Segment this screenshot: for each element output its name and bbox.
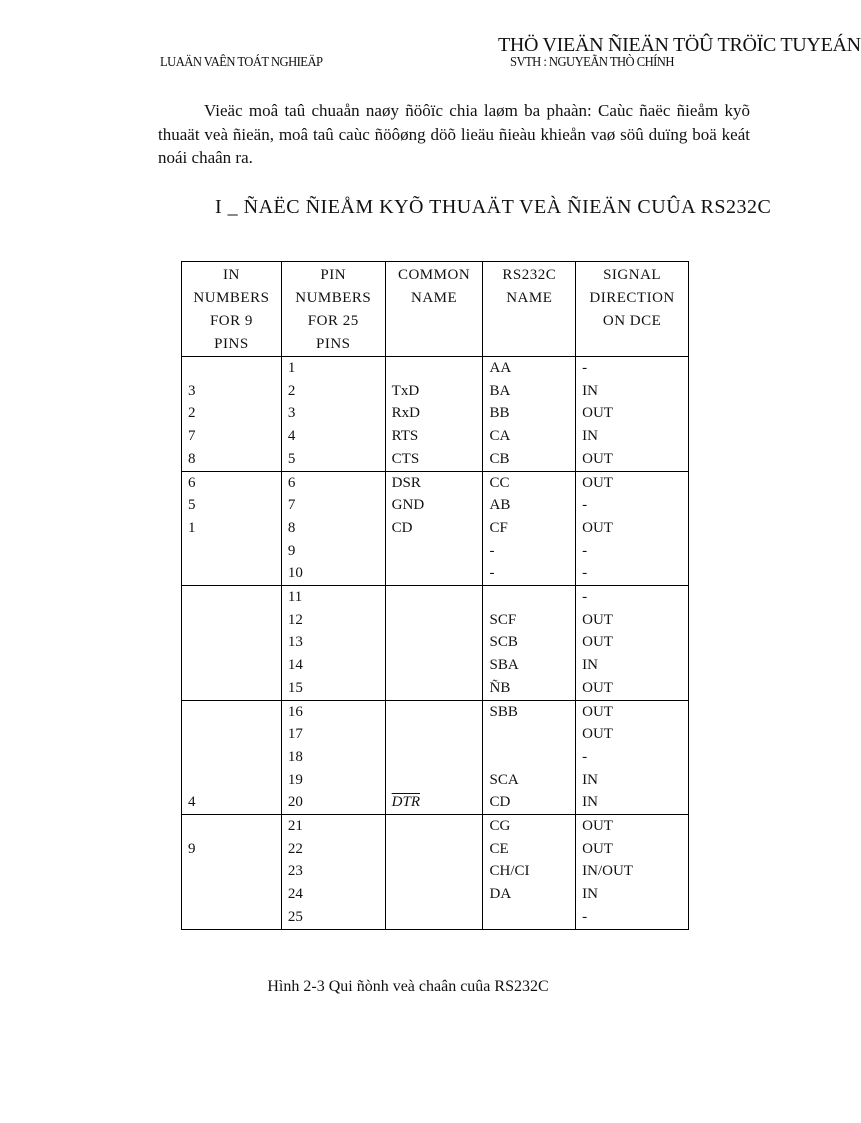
figure-caption: Hình 2-3 Qui ñònh veà chaân cuûa RS232C [267,978,549,995]
header-line: DIRECTION [589,290,675,306]
header-line: NUMBERS [193,290,270,306]
cell-rs232c-name: BB [483,402,576,425]
cell-rs232c-name: - [483,562,576,585]
cell-common-name: $\overline{DTR}$ [385,791,483,814]
cell-25pin: 8 [281,517,385,540]
cell-common-name [385,723,483,746]
cell-25pin: 16 [281,700,385,723]
header-line: PINS [214,336,249,352]
cell-direction: - [576,586,689,609]
cell-9pin [182,357,282,380]
cell-rs232c-name: SCB [483,631,576,654]
cell-25pin: 25 [281,906,385,929]
cell-direction: IN/OUT [576,860,689,883]
cell-9pin: 5 [182,494,282,517]
table-row [182,838,689,861]
cell-common-name: GND [385,494,483,517]
cell-common-name [385,883,483,906]
cell-common-name: RTS [385,425,483,448]
cell-direction: IN [576,425,689,448]
cell-rs232c-name [483,746,576,769]
header-line: NAME [506,290,553,306]
cell-direction: OUT [576,815,689,838]
table-body [182,357,689,930]
cell-9pin [182,677,282,700]
table-row [182,654,689,677]
cell-common-name [385,860,483,883]
cell-25pin: 4 [281,425,385,448]
cell-25pin: 20 [281,791,385,814]
cell-rs232c-name: BA [483,380,576,403]
table-row [182,700,689,723]
cell-9pin [182,746,282,769]
cell-rs232c-name [483,723,576,746]
table-row [182,815,689,838]
table-row [182,471,689,494]
cell-common-name [385,677,483,700]
cell-direction: OUT [576,838,689,861]
header-pin-25-pins [281,262,385,357]
intro-paragraph [158,99,750,170]
cell-common-name [385,815,483,838]
cell-25pin: 17 [281,723,385,746]
header-line: FOR 9 [209,313,253,329]
intro-paragraph-text: Vieäc moâ taû chuaån naøy ñöôïc chia laøm ba phaàn: Caùc ñaëc ñieåm kyõ thuaät veà ñieän, moâ taû caùc ñöôøng döõ lieäu ñieàu khieån vaø söû duïng boä keát noái chaân ra. [158,101,750,167]
cell-rs232c-name: CB [483,448,576,471]
cell-25pin: 21 [281,815,385,838]
header-in-9-pins [182,262,282,357]
table-row [182,540,689,563]
cell-rs232c-name: CD [483,791,576,814]
pin-table [181,261,689,930]
section-title: I _ ÑAËC ÑIEÅM KYÕ THUAÄT VEÀ ÑIEÄN CUÛA RS232C [215,196,772,218]
cell-9pin: 2 [182,402,282,425]
cell-rs232c-name: CC [483,471,576,494]
header-left-title: LUAÄN VAÊN TOÁT NGHIEÄP [160,55,323,70]
cell-direction: OUT [576,471,689,494]
cell-direction: IN [576,791,689,814]
cell-25pin: 22 [281,838,385,861]
cell-9pin [182,631,282,654]
header-line: NAME [410,290,458,306]
table-row [182,494,689,517]
cell-common-name: DSR [385,471,483,494]
cell-9pin [182,700,282,723]
cell-common-name: CTS [385,448,483,471]
table-row [182,425,689,448]
cell-rs232c-name: CE [483,838,576,861]
cell-common-name: CD [385,517,483,540]
cell-25pin: 10 [281,562,385,585]
table-row [182,631,689,654]
table-header-row [182,262,689,357]
cell-25pin: 9 [281,540,385,563]
cell-common-name [385,838,483,861]
cell-direction: - [576,540,689,563]
cell-9pin [182,860,282,883]
cell-25pin: 1 [281,357,385,380]
cell-25pin: 19 [281,769,385,792]
table-row [182,883,689,906]
cell-common-name [385,654,483,677]
cell-25pin: 3 [281,402,385,425]
table-row [182,609,689,632]
table-row [182,357,689,380]
header-line: FOR 25 [307,313,359,329]
header-common-name [385,262,483,357]
cell-common-name [385,746,483,769]
cell-rs232c-name [483,586,576,609]
table-row [182,906,689,929]
header-line: COMMON [397,267,471,283]
cell-9pin [182,723,282,746]
cell-direction: OUT [576,723,689,746]
cell-25pin: 5 [281,448,385,471]
cell-common-name: RxD [385,402,483,425]
cell-9pin: 3 [182,380,282,403]
cell-direction: IN [576,769,689,792]
cell-direction: - [576,906,689,929]
cell-direction: OUT [576,677,689,700]
cell-direction: IN [576,654,689,677]
cell-rs232c-name: - [483,540,576,563]
table-row [182,448,689,471]
table-row [182,860,689,883]
cell-9pin [182,883,282,906]
cell-direction: OUT [576,609,689,632]
cell-25pin: 18 [281,746,385,769]
cell-common-name [385,769,483,792]
cell-common-name [385,906,483,929]
cell-25pin: 12 [281,609,385,632]
cell-rs232c-name: CG [483,815,576,838]
cell-9pin: 7 [182,425,282,448]
cell-common-name [385,609,483,632]
cell-25pin: 2 [281,380,385,403]
table-row [182,402,689,425]
cell-direction: OUT [576,402,689,425]
table-row [182,791,689,814]
header-line: RS232C [502,267,557,283]
table-row [182,769,689,792]
cell-rs232c-name: CA [483,425,576,448]
cell-direction: - [576,562,689,585]
cell-25pin: 14 [281,654,385,677]
cell-9pin: 6 [182,471,282,494]
cell-common-name: TxD [385,380,483,403]
cell-rs232c-name: CF [483,517,576,540]
header-line: IN [223,267,240,283]
cell-direction: - [576,746,689,769]
cell-common-name [385,357,483,380]
header-right-title: THÖ VIEÄN ÑIEÄN TÖÛ TRÖÏC TUYEÁN [498,34,861,56]
cell-25pin: 23 [281,860,385,883]
cell-25pin: 24 [281,883,385,906]
cell-9pin: 9 [182,838,282,861]
header-author: SVTH : NGUYEÃN THÒ CHÍNH [510,55,674,70]
header-rs232c-name [483,262,576,357]
cell-direction: IN [576,883,689,906]
cell-9pin [182,609,282,632]
cell-rs232c-name: SCA [483,769,576,792]
cell-rs232c-name: SCF [483,609,576,632]
cell-direction: OUT [576,448,689,471]
cell-25pin: 15 [281,677,385,700]
table-row [182,746,689,769]
cell-9pin [182,906,282,929]
cell-9pin: 1 [182,517,282,540]
table-row [182,380,689,403]
header-line: SIGNAL [603,267,662,283]
cell-9pin [182,654,282,677]
cell-direction: - [576,494,689,517]
cell-common-name [385,700,483,723]
table-row [182,517,689,540]
cell-25pin: 13 [281,631,385,654]
header-line: ON DCE [602,313,662,329]
table-row [182,562,689,585]
cell-rs232c-name [483,906,576,929]
cell-9pin [182,769,282,792]
cell-rs232c-name: ÑB [483,677,576,700]
cell-9pin: 8 [182,448,282,471]
cell-direction: - [576,357,689,380]
header-line: PIN [320,267,347,283]
cell-9pin [182,586,282,609]
cell-direction: OUT [576,700,689,723]
cell-rs232c-name: AB [483,494,576,517]
cell-rs232c-name: DA [483,883,576,906]
cell-25pin: 7 [281,494,385,517]
cell-direction: OUT [576,517,689,540]
cell-rs232c-name: SBB [483,700,576,723]
cell-rs232c-name: AA [483,357,576,380]
cell-rs232c-name: CH/CI [483,860,576,883]
cell-common-name [385,540,483,563]
cell-common-name [385,562,483,585]
cell-common-name [385,631,483,654]
cell-direction: IN [576,380,689,403]
cell-9pin [182,815,282,838]
cell-9pin: 4 [182,791,282,814]
header-line: PINS [316,336,351,352]
cell-25pin: 6 [281,471,385,494]
cell-common-name [385,586,483,609]
header-line: NUMBERS [295,290,372,306]
cell-9pin [182,562,282,585]
cell-25pin: 11 [281,586,385,609]
cell-direction: OUT [576,631,689,654]
header-signal-direction [576,262,689,357]
cell-9pin [182,540,282,563]
table-row [182,677,689,700]
cell-rs232c-name: SBA [483,654,576,677]
table-row [182,586,689,609]
table-row [182,723,689,746]
